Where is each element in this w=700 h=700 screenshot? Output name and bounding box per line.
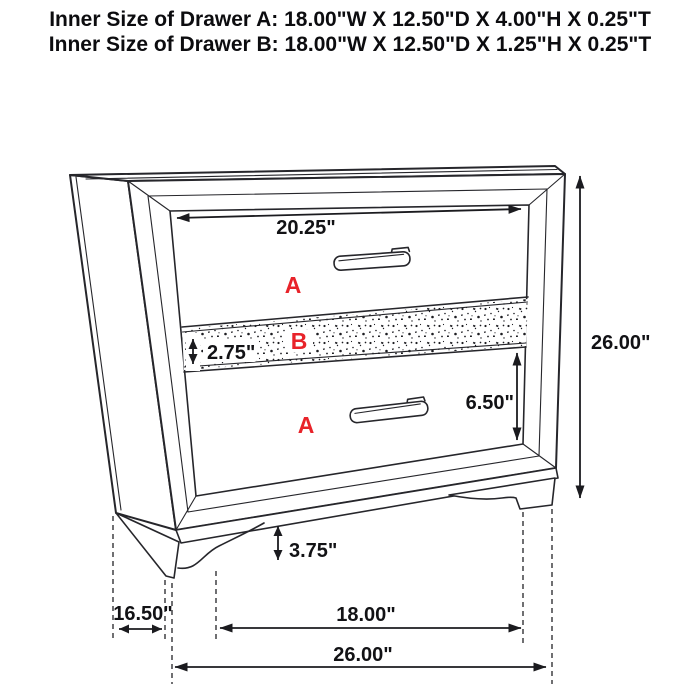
drawer-b-size-text: Inner Size of Drawer B: 18.00"W X 12.50"D X 1.25"H X 0.25"T (48, 33, 652, 56)
dim-feet-span-label: 18.00" (336, 604, 396, 626)
label-drawer-a-bottom: A (297, 412, 315, 438)
dim-foot-height (278, 526, 337, 562)
dim-bottom-drawer-height-label: 6.50" (465, 392, 514, 414)
dim-overall-width-label: 26.00" (333, 644, 393, 666)
dim-overall-height-label: 26.00" (591, 332, 651, 354)
label-band-b: B (290, 328, 308, 354)
dim-band-height-label: 2.75" (207, 342, 256, 364)
dim-side-depth-label: 16.50" (113, 603, 173, 625)
label-drawer-a-top: A (284, 272, 302, 298)
dim-side-depth (113, 603, 173, 629)
dim-foot-height-label: 3.75" (289, 540, 338, 562)
drawer-a-size-text: Inner Size of Drawer A: 18.00"W X 12.50"D X 4.00"H X 0.25"T (49, 8, 651, 31)
dim-opening-width-label: 20.25" (276, 217, 336, 239)
dim-overall-width (175, 644, 546, 667)
dim-overall-height (580, 176, 651, 498)
dim-feet-span (220, 604, 521, 628)
